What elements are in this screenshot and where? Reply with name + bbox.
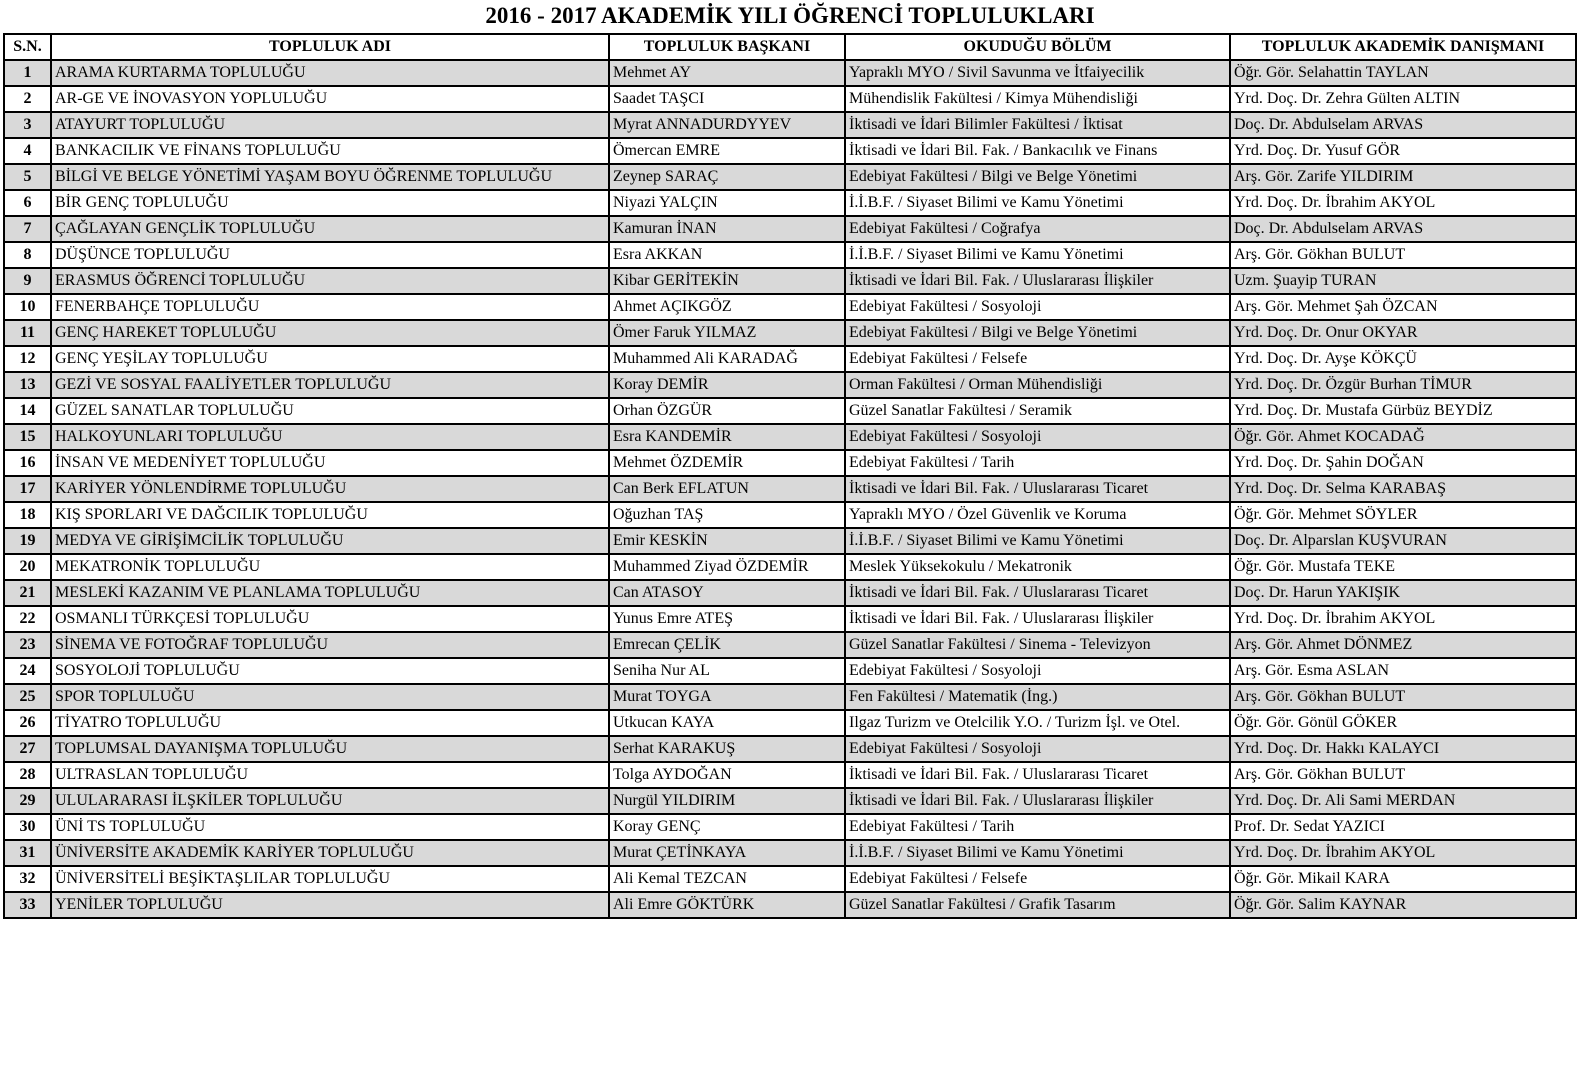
cell-club-name: İNSAN VE MEDENİYET TOPLULUĞU xyxy=(51,450,609,476)
cell-academic-advisor: Yrd. Doç. Dr. Zehra Gülten ALTIN xyxy=(1230,86,1576,112)
header-club-name: TOPLULUK ADI xyxy=(51,34,609,60)
cell-club-president: Zeynep SARAÇ xyxy=(609,164,845,190)
cell-club-name: ULTRASLAN TOPLULUĞU xyxy=(51,762,609,788)
cell-sn: 7 xyxy=(4,216,51,242)
cell-academic-advisor: Arş. Gör. Gökhan BULUT xyxy=(1230,762,1576,788)
cell-academic-advisor: Yrd. Doç. Dr. Mustafa Gürbüz BEYDİZ xyxy=(1230,398,1576,424)
cell-department: İ.İ.B.F. / Siyaset Bilimi ve Kamu Yönetimi xyxy=(845,242,1230,268)
cell-academic-advisor: Yrd. Doç. Dr. Ali Sami MERDAN xyxy=(1230,788,1576,814)
cell-club-name: ÜNİ TS TOPLULUĞU xyxy=(51,814,609,840)
cell-academic-advisor: Doç. Dr. Harun YAKIŞIK xyxy=(1230,580,1576,606)
cell-club-name: HALKOYUNLARI TOPLULUĞU xyxy=(51,424,609,450)
cell-club-president: Ali Emre GÖKTÜRK xyxy=(609,892,845,918)
table-row xyxy=(4,866,1576,892)
cell-sn: 10 xyxy=(4,294,51,320)
header-academic-advisor: TOPLULUK AKADEMİK DANIŞMANI xyxy=(1230,34,1576,60)
cell-club-name: GEZİ VE SOSYAL FAALİYETLER TOPLULUĞU xyxy=(51,372,609,398)
cell-club-president: Saadet TAŞCI xyxy=(609,86,845,112)
cell-sn: 30 xyxy=(4,814,51,840)
cell-sn: 32 xyxy=(4,866,51,892)
cell-academic-advisor: Doç. Dr. Abdulselam ARVAS xyxy=(1230,216,1576,242)
cell-club-name: OSMANLI TÜRKÇESİ TOPLULUĞU xyxy=(51,606,609,632)
cell-club-president: Oğuzhan TAŞ xyxy=(609,502,845,528)
cell-academic-advisor: Arş. Gör. Gökhan BULUT xyxy=(1230,242,1576,268)
table-row xyxy=(4,710,1576,736)
cell-club-president: Murat ÇETİNKAYA xyxy=(609,840,845,866)
cell-sn: 27 xyxy=(4,736,51,762)
table-row xyxy=(4,580,1576,606)
cell-club-name: BİR GENÇ TOPLULUĞU xyxy=(51,190,609,216)
cell-department: İktisadi ve İdari Bil. Fak. / Uluslararası İlişkiler xyxy=(845,788,1230,814)
cell-department: Mühendislik Fakültesi / Kimya Mühendisliği xyxy=(845,86,1230,112)
cell-department: Güzel Sanatlar Fakültesi / Grafik Tasarım xyxy=(845,892,1230,918)
cell-sn: 17 xyxy=(4,476,51,502)
cell-department: Edebiyat Fakültesi / Sosyoloji xyxy=(845,658,1230,684)
cell-sn: 16 xyxy=(4,450,51,476)
cell-club-name: DÜŞÜNCE TOPLULUĞU xyxy=(51,242,609,268)
table-row xyxy=(4,502,1576,528)
cell-sn: 28 xyxy=(4,762,51,788)
table-row xyxy=(4,632,1576,658)
table-row xyxy=(4,138,1576,164)
cell-department: İktisadi ve İdari Bilimler Fakültesi / İktisat xyxy=(845,112,1230,138)
cell-club-name: SPOR TOPLULUĞU xyxy=(51,684,609,710)
cell-club-name: ULULARARASI İLŞKİLER TOPLULUĞU xyxy=(51,788,609,814)
cell-department: Meslek Yüksekokulu / Mekatronik xyxy=(845,554,1230,580)
cell-club-president: Esra KANDEMİR xyxy=(609,424,845,450)
cell-sn: 4 xyxy=(4,138,51,164)
cell-club-president: Murat TOYGA xyxy=(609,684,845,710)
table-row xyxy=(4,320,1576,346)
table-row xyxy=(4,554,1576,580)
table-row xyxy=(4,86,1576,112)
cell-department: Fen Fakültesi / Matematik (İng.) xyxy=(845,684,1230,710)
cell-club-president: Yunus Emre ATEŞ xyxy=(609,606,845,632)
cell-sn: 15 xyxy=(4,424,51,450)
cell-department: Yapraklı MYO / Özel Güvenlik ve Koruma xyxy=(845,502,1230,528)
cell-sn: 2 xyxy=(4,86,51,112)
cell-club-president: Mehmet AY xyxy=(609,60,845,86)
cell-club-president: Muhammed Ziyad ÖZDEMİR xyxy=(609,554,845,580)
table-row xyxy=(4,60,1576,86)
table-body xyxy=(4,60,1576,918)
cell-sn: 24 xyxy=(4,658,51,684)
cell-sn: 29 xyxy=(4,788,51,814)
table-row xyxy=(4,268,1576,294)
cell-club-president: Tolga AYDOĞAN xyxy=(609,762,845,788)
cell-department: Ilgaz Turizm ve Otelcilik Y.O. / Turizm İşl. ve Otel. xyxy=(845,710,1230,736)
cell-academic-advisor: Yrd. Doç. Dr. Yusuf GÖR xyxy=(1230,138,1576,164)
cell-club-name: MEDYA VE GİRİŞİMCİLİK TOPLULUĞU xyxy=(51,528,609,554)
cell-club-president: Koray GENÇ xyxy=(609,814,845,840)
cell-sn: 1 xyxy=(4,60,51,86)
cell-club-name: ÜNİVERSİTE AKADEMİK KARİYER TOPLULUĞU xyxy=(51,840,609,866)
cell-department: İ.İ.B.F. / Siyaset Bilimi ve Kamu Yönetimi xyxy=(845,528,1230,554)
cell-club-name: FENERBAHÇE TOPLULUĞU xyxy=(51,294,609,320)
cell-club-president: Ahmet AÇIKGÖZ xyxy=(609,294,845,320)
cell-sn: 20 xyxy=(4,554,51,580)
cell-sn: 5 xyxy=(4,164,51,190)
cell-department: İktisadi ve İdari Bil. Fak. / Uluslararası İlişkiler xyxy=(845,606,1230,632)
cell-academic-advisor: Doç. Dr. Alparslan KUŞVURAN xyxy=(1230,528,1576,554)
cell-club-president: Nurgül YILDIRIM xyxy=(609,788,845,814)
cell-sn: 26 xyxy=(4,710,51,736)
cell-department: Güzel Sanatlar Fakültesi / Sinema - Televizyon xyxy=(845,632,1230,658)
cell-academic-advisor: Yrd. Doç. Dr. İbrahim AKYOL xyxy=(1230,606,1576,632)
table-row xyxy=(4,762,1576,788)
table-row xyxy=(4,528,1576,554)
cell-department: İktisadi ve İdari Bil. Fak. / Uluslararası Ticaret xyxy=(845,580,1230,606)
cell-club-president: Ömercan EMRE xyxy=(609,138,845,164)
cell-club-president: Esra AKKAN xyxy=(609,242,845,268)
cell-department: İktisadi ve İdari Bil. Fak. / Bankacılık ve Finans xyxy=(845,138,1230,164)
table-row xyxy=(4,398,1576,424)
cell-club-name: MESLEKİ KAZANIM VE PLANLAMA TOPLULUĞU xyxy=(51,580,609,606)
cell-academic-advisor: Arş. Gör. Zarife YILDIRIM xyxy=(1230,164,1576,190)
cell-sn: 25 xyxy=(4,684,51,710)
cell-club-president: Muhammed Ali KARADAĞ xyxy=(609,346,845,372)
cell-club-president: Utkucan KAYA xyxy=(609,710,845,736)
table-row xyxy=(4,840,1576,866)
cell-academic-advisor: Öğr. Gör. Ahmet KOCADAĞ xyxy=(1230,424,1576,450)
cell-club-name: ARAMA KURTARMA TOPLULUĞU xyxy=(51,60,609,86)
cell-club-name: SİNEMA VE FOTOĞRAF TOPLULUĞU xyxy=(51,632,609,658)
cell-academic-advisor: Öğr. Gör. Mustafa TEKE xyxy=(1230,554,1576,580)
cell-club-name: TİYATRO TOPLULUĞU xyxy=(51,710,609,736)
cell-sn: 23 xyxy=(4,632,51,658)
cell-academic-advisor: Arş. Gör. Mehmet Şah ÖZCAN xyxy=(1230,294,1576,320)
table-row xyxy=(4,346,1576,372)
cell-sn: 8 xyxy=(4,242,51,268)
header-department: OKUDUĞU BÖLÜM xyxy=(845,34,1230,60)
cell-club-name: KARİYER YÖNLENDİRME TOPLULUĞU xyxy=(51,476,609,502)
cell-department: Orman Fakültesi / Orman Mühendisliği xyxy=(845,372,1230,398)
cell-academic-advisor: Öğr. Gör. Selahattin TAYLAN xyxy=(1230,60,1576,86)
cell-department: İ.İ.B.F. / Siyaset Bilimi ve Kamu Yönetimi xyxy=(845,190,1230,216)
cell-club-name: GENÇ HAREKET TOPLULUĞU xyxy=(51,320,609,346)
cell-department: Edebiyat Fakültesi / Sosyoloji xyxy=(845,424,1230,450)
table-row xyxy=(4,736,1576,762)
cell-academic-advisor: Yrd. Doç. Dr. Onur OKYAR xyxy=(1230,320,1576,346)
cell-club-president: Niyazi YALÇIN xyxy=(609,190,845,216)
table-row xyxy=(4,658,1576,684)
table-row xyxy=(4,476,1576,502)
cell-academic-advisor: Doç. Dr. Abdulselam ARVAS xyxy=(1230,112,1576,138)
cell-club-name: BİLGİ VE BELGE YÖNETİMİ YAŞAM BOYU ÖĞRENME TOPLULUĞU xyxy=(51,164,609,190)
cell-sn: 33 xyxy=(4,892,51,918)
cell-club-name: GENÇ YEŞİLAY TOPLULUĞU xyxy=(51,346,609,372)
cell-club-name: AR-GE VE İNOVASYON YOPLULUĞU xyxy=(51,86,609,112)
cell-department: Edebiyat Fakültesi / Sosyoloji xyxy=(845,294,1230,320)
cell-department: Edebiyat Fakültesi / Sosyoloji xyxy=(845,736,1230,762)
cell-sn: 19 xyxy=(4,528,51,554)
cell-academic-advisor: Yrd. Doç. Dr. Şahin DOĞAN xyxy=(1230,450,1576,476)
cell-club-president: Kamuran İNAN xyxy=(609,216,845,242)
cell-club-name: ÇAĞLAYAN GENÇLİK TOPLULUĞU xyxy=(51,216,609,242)
table-row xyxy=(4,450,1576,476)
cell-club-president: Seniha Nur AL xyxy=(609,658,845,684)
cell-academic-advisor: Öğr. Gör. Salim KAYNAR xyxy=(1230,892,1576,918)
cell-sn: 6 xyxy=(4,190,51,216)
cell-club-name: YENİLER TOPLULUĞU xyxy=(51,892,609,918)
cell-sn: 9 xyxy=(4,268,51,294)
cell-academic-advisor: Öğr. Gör. Mikail KARA xyxy=(1230,866,1576,892)
cell-academic-advisor: Öğr. Gör. Gönül GÖKER xyxy=(1230,710,1576,736)
cell-sn: 13 xyxy=(4,372,51,398)
cell-sn: 31 xyxy=(4,840,51,866)
cell-club-president: Ömer Faruk YILMAZ xyxy=(609,320,845,346)
cell-academic-advisor: Yrd. Doç. Dr. Hakkı KALAYCI xyxy=(1230,736,1576,762)
cell-club-president: Can ATASOY xyxy=(609,580,845,606)
table-row xyxy=(4,294,1576,320)
table-row xyxy=(4,242,1576,268)
cell-club-president: Orhan ÖZGÜR xyxy=(609,398,845,424)
cell-academic-advisor: Arş. Gör. Gökhan BULUT xyxy=(1230,684,1576,710)
table-row xyxy=(4,684,1576,710)
table-row xyxy=(4,190,1576,216)
cell-club-president: Ali Kemal TEZCAN xyxy=(609,866,845,892)
cell-club-name: ERASMUS ÖĞRENCİ TOPLULUĞU xyxy=(51,268,609,294)
cell-academic-advisor: Prof. Dr. Sedat YAZICI xyxy=(1230,814,1576,840)
cell-department: İktisadi ve İdari Bil. Fak. / Uluslararası Ticaret xyxy=(845,762,1230,788)
cell-academic-advisor: Yrd. Doç. Dr. İbrahim AKYOL xyxy=(1230,840,1576,866)
cell-club-name: SOSYOLOJİ TOPLULUĞU xyxy=(51,658,609,684)
cell-sn: 14 xyxy=(4,398,51,424)
cell-club-president: Koray DEMİR xyxy=(609,372,845,398)
cell-club-name: MEKATRONİK TOPLULUĞU xyxy=(51,554,609,580)
table-row xyxy=(4,216,1576,242)
cell-club-name: GÜZEL SANATLAR TOPLULUĞU xyxy=(51,398,609,424)
table-row xyxy=(4,892,1576,918)
cell-department: Yapraklı MYO / Sivil Savunma ve İtfaiyecilik xyxy=(845,60,1230,86)
table-header-row xyxy=(4,34,1576,60)
table-row xyxy=(4,164,1576,190)
cell-department: Edebiyat Fakültesi / Bilgi ve Belge Yönetimi xyxy=(845,164,1230,190)
cell-club-name: BANKACILIK VE FİNANS TOPLULUĞU xyxy=(51,138,609,164)
cell-club-president: Kibar GERİTEKİN xyxy=(609,268,845,294)
table-row xyxy=(4,424,1576,450)
cell-sn: 12 xyxy=(4,346,51,372)
cell-department: Edebiyat Fakültesi / Bilgi ve Belge Yönetimi xyxy=(845,320,1230,346)
cell-club-president: Emrecan ÇELİK xyxy=(609,632,845,658)
cell-club-president: Mehmet ÖZDEMİR xyxy=(609,450,845,476)
cell-department: İktisadi ve İdari Bil. Fak. / Uluslararası İlişkiler xyxy=(845,268,1230,294)
cell-sn: 21 xyxy=(4,580,51,606)
cell-club-name: ATAYURT TOPLULUĞU xyxy=(51,112,609,138)
header-sn: S.N. xyxy=(4,34,51,60)
cell-sn: 3 xyxy=(4,112,51,138)
cell-academic-advisor: Yrd. Doç. Dr. Ayşe KÖKÇÜ xyxy=(1230,346,1576,372)
cell-department: İktisadi ve İdari Bil. Fak. / Uluslararası Ticaret xyxy=(845,476,1230,502)
cell-club-president: Can Berk EFLATUN xyxy=(609,476,845,502)
table-row xyxy=(4,112,1576,138)
cell-sn: 22 xyxy=(4,606,51,632)
cell-department: Edebiyat Fakültesi / Tarih xyxy=(845,814,1230,840)
cell-academic-advisor: Yrd. Doç. Dr. Selma KARABAŞ xyxy=(1230,476,1576,502)
cell-academic-advisor: Yrd. Doç. Dr. Özgür Burhan TİMUR xyxy=(1230,372,1576,398)
cell-department: Edebiyat Fakültesi / Coğrafya xyxy=(845,216,1230,242)
cell-academic-advisor: Öğr. Gör. Mehmet SÖYLER xyxy=(1230,502,1576,528)
cell-department: İ.İ.B.F. / Siyaset Bilimi ve Kamu Yönetimi xyxy=(845,840,1230,866)
cell-sn: 18 xyxy=(4,502,51,528)
cell-academic-advisor: Arş. Gör. Ahmet DÖNMEZ xyxy=(1230,632,1576,658)
table-row xyxy=(4,606,1576,632)
cell-club-president: Serhat KARAKUŞ xyxy=(609,736,845,762)
page-title: 2016 - 2017 AKADEMİK YILI ÖĞRENCİ TOPLULUKLARI xyxy=(485,3,1095,28)
cell-club-name: KIŞ SPORLARI VE DAĞCILIK TOPLULUĞU xyxy=(51,502,609,528)
cell-academic-advisor: Yrd. Doç. Dr. İbrahim AKYOL xyxy=(1230,190,1576,216)
cell-sn: 11 xyxy=(4,320,51,346)
cell-club-name: TOPLUMSAL DAYANIŞMA TOPLULUĞU xyxy=(51,736,609,762)
clubs-table xyxy=(3,33,1577,919)
table-row xyxy=(4,788,1576,814)
cell-club-president: Myrat ANNADURDYYEV xyxy=(609,112,845,138)
cell-club-name: ÜNİVERSİTELİ BEŞİKTAŞLILAR TOPLULUĞU xyxy=(51,866,609,892)
cell-academic-advisor: Uzm. Şuayip TURAN xyxy=(1230,268,1576,294)
cell-department: Edebiyat Fakültesi / Felsefe xyxy=(845,866,1230,892)
table-row xyxy=(4,814,1576,840)
cell-club-president: Emir KESKİN xyxy=(609,528,845,554)
cell-academic-advisor: Arş. Gör. Esma ASLAN xyxy=(1230,658,1576,684)
header-club-president: TOPLULUK BAŞKANI xyxy=(609,34,845,60)
cell-department: Edebiyat Fakültesi / Tarih xyxy=(845,450,1230,476)
cell-department: Edebiyat Fakültesi / Felsefe xyxy=(845,346,1230,372)
cell-department: Güzel Sanatlar Fakültesi / Seramik xyxy=(845,398,1230,424)
table-row xyxy=(4,372,1576,398)
